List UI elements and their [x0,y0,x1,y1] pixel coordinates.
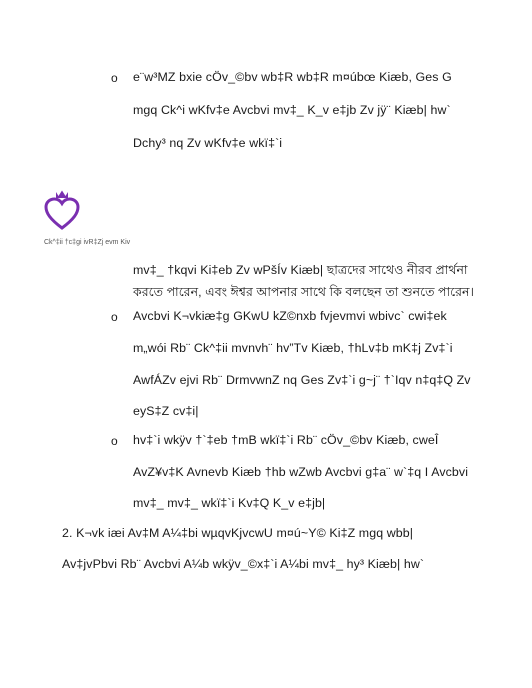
numbered-item-text: 2. K¬vk iæi Av‡M A¼‡bi wµqvKjvcwU m¤ú~Y© Ki‡Z mgq wbb| [62,526,414,540]
text-line: mv‡_ mv‡_ wkï‡`i Kv‡Q K_v e‡jb| [133,496,326,510]
bullet-marker: o [111,434,118,448]
text-line: hv‡`i wkÿv †`‡eb †mB wkï‡`i Rb¨ cÖv_©bv Kiæb, cweÎ [133,433,439,447]
text-line: m„wói Rb¨ Ck^‡ii mvnvh¨ hv”Tv Kiæb, †hLv‡b mK‡j Zv‡`i [133,341,453,355]
text-line: Avcbvi K¬vkiæ‡g GKwU kZ©nxb fvjevmvi wbivc` cwi‡ek [133,309,447,323]
text-line: করতে পারেন, এবং ঈশ্বর আপনার সাথে কি বলছেন তা শুনতে পারেন। [133,285,475,299]
text-line: e¨w³MZ bxie cÖv_©bv wb‡R wb‡R m¤úbœ Kiæb, Ges G [133,70,452,84]
purple-heart-crown-logo [44,188,80,232]
text-line: AwfÁZv ejvi Rb¨ DrmvwnZ nq Ges Zv‡`i g~j¨ †`Iqv n‡q‡Q Zv [133,373,471,387]
text-line: mv‡_ †kqvi Ki‡eb Zv wPšÍv Kiæb| ছাত্রদের সাথেও নীরব প্রার্থনা [133,263,468,277]
logo-caption: Ck^‡ii †c‡gi ivR‡Zj evm Kiv [44,239,131,246]
text-line: Dchy³ nq Zv wKfv‡e wkï‡`i [133,136,283,150]
bullet-marker: o [111,71,118,85]
text-line: AvZ¥v‡K Avnevb Kiæb †hb wZwb Avcbvi g‡a¨ w`‡q I Avcbvi [133,465,469,479]
text-line: eyS‡Z cv‡i| [133,404,199,418]
bullet-marker: o [111,310,118,324]
text-line: Av‡jvPbvi Rb¨ Avcbvi A¼b wkÿv_©x‡`i A¼bi mv‡_ hy³ Kiæb| hw` [62,557,425,571]
text-line: mgq Ck^i wKfv‡e Avcbvi mv‡_ K_v e‡jb Zv jÿ¨ Kiæb| hw` [133,103,451,117]
